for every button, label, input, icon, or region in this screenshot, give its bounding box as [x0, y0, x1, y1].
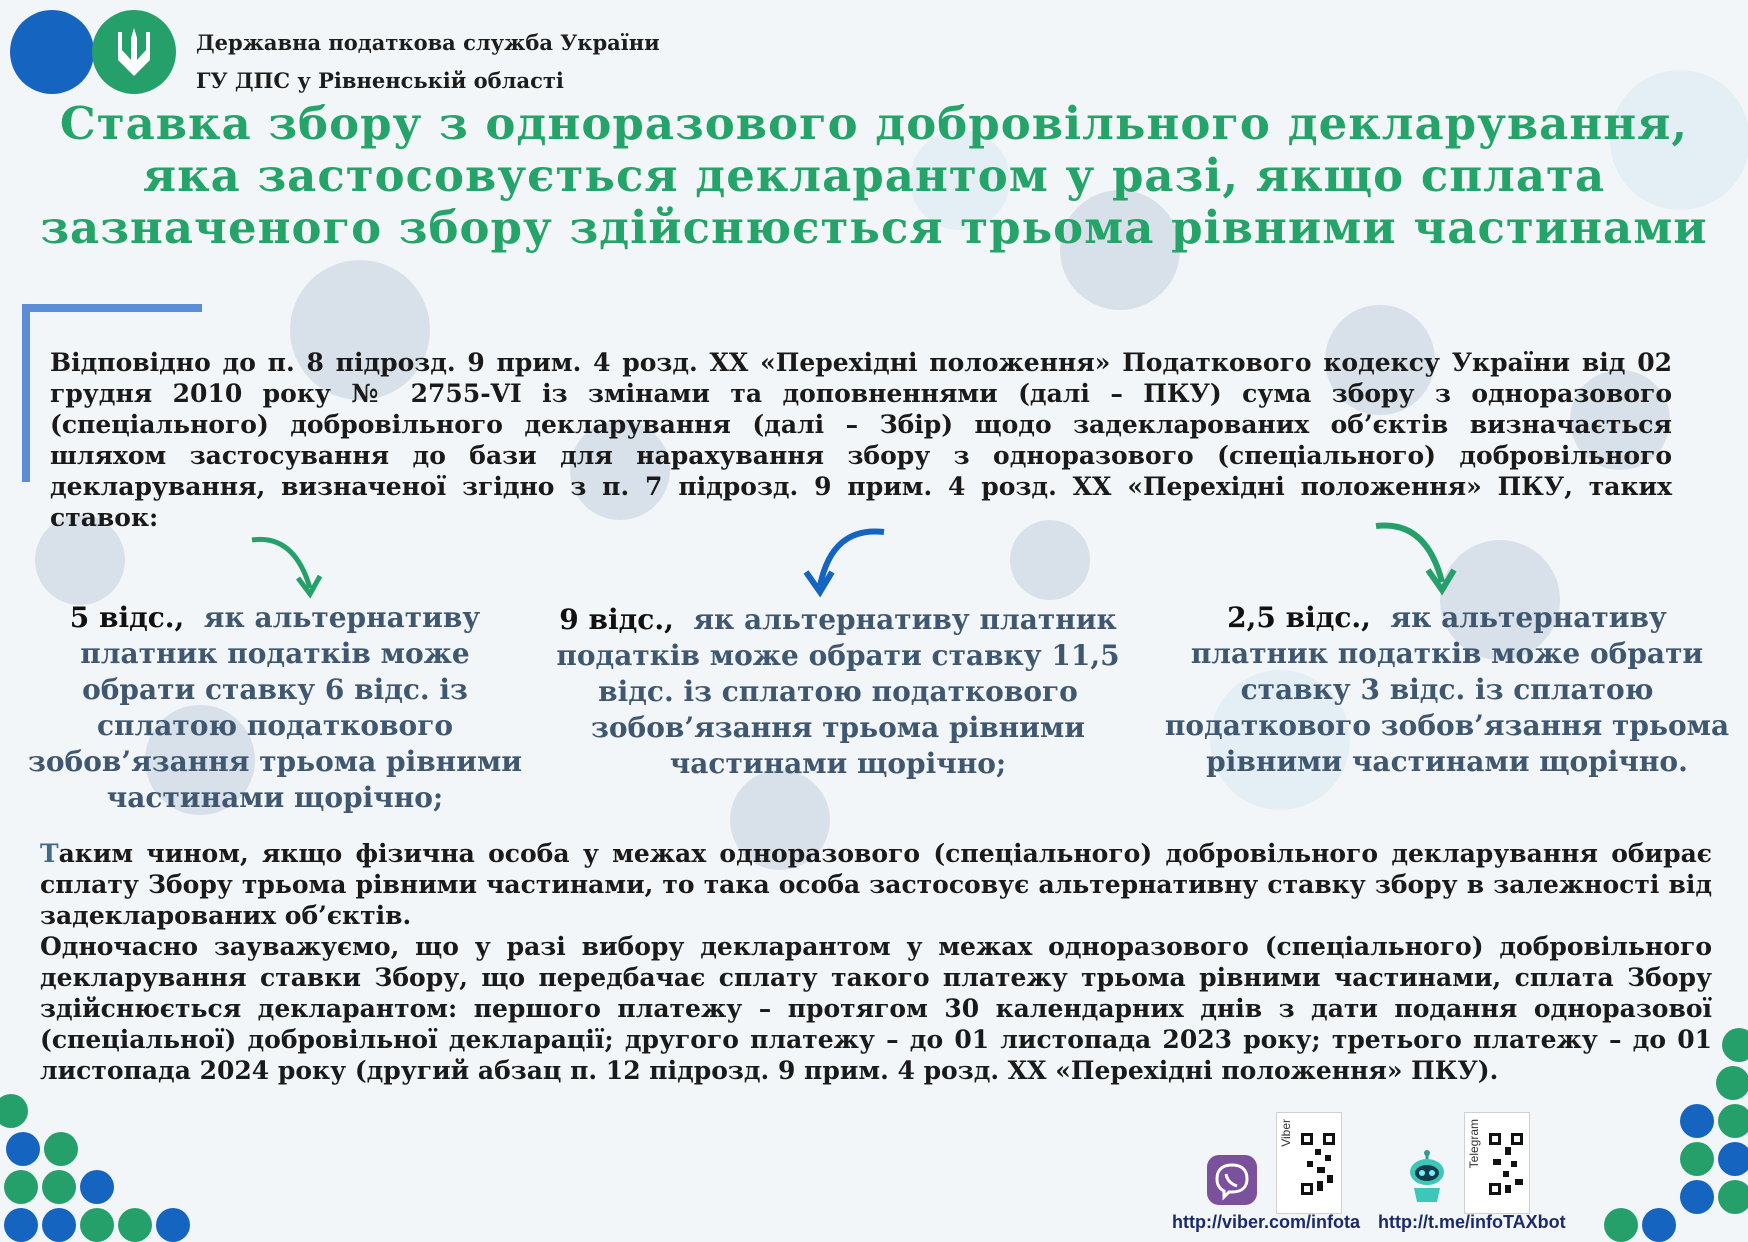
rate-value: 5 відс., [69, 601, 185, 634]
page-title: Ставка збору з одноразового добровільного декларування, яка застосовується декларантом у разі, якщо сплата зазначеного збору здійснюється трьома рівними частинами [40, 97, 1708, 254]
arrow-down-icon [248, 530, 328, 604]
telegram-qr-code[interactable] [1464, 1112, 1530, 1214]
viber-link[interactable]: http://viber.com/infota [1172, 1212, 1361, 1232]
intro-paragraph: Відповідно до п. 8 підрозд. 9 прим. 4 розд. XX «Перехідні положення» Податкового кодексу України від 02 грудня 2010 року № 2755-VI із змінами та доповненнями (далі – ПКУ) сума збору з одноразового (спеціального) добровільного декларування (далі – Збір) щодо задекларованих об’єктів визначається шляхом застосування до бази для нарахування збору з одноразового (спеціального) добровільного декларування, визначеної згідно з п. 7 підрозд. 9 прим. 4 розд. XX «Перехідні положення» ПКУ, таких ставок: [50, 348, 1672, 532]
accent-bracket-top [22, 304, 202, 312]
org-subdivision: ГУ ДПС у Рівненській області [196, 68, 564, 93]
qr-code-icon [1489, 1133, 1523, 1195]
arrow-down-icon [798, 524, 890, 604]
rate-description: як альтернативу платник податків може обрати ставку 6 відс. із сплатою податкового зобов’язання трьома рівними частинами щорічно; [27, 601, 523, 814]
qr-code-icon [1301, 1133, 1335, 1195]
accent-bracket-side [22, 304, 30, 482]
logo-emblem [92, 10, 176, 94]
rate-description: як альтернативу платник податків може обрати ставку 3 відс. із сплатою податкового зобов’язання трьома рівними частинами щорічно. [1164, 601, 1730, 778]
robot-icon [1404, 1150, 1450, 1206]
rate-description: як альтернативу платник податків може обрати ставку 11,5 відс. із сплатою податкового зобов’язання трьома рівними частинами щорічно; [556, 603, 1120, 780]
telegram-link[interactable]: http://t.me/infoTAXbot [1378, 1212, 1566, 1232]
rate-option-3 [1162, 600, 1732, 780]
viber-qr-code[interactable] [1276, 1112, 1342, 1214]
rate-value: 2,5 відс., [1227, 601, 1371, 634]
conclusion-paragraph-2: Одночасно зауважуємо, що у разі вибору декларантом у межах одноразового (спеціального) добровільного декларування ставки Збору, що передбачає сплату такого платежу трьома рівними частинами, сплата Збору здійснюється декларантом: першого платежу – протягом 30 календарних днів з дати подання одноразової (спеціальної) добровільної декларації; другого платежу – до 01 листопада 2023 року; третього платежу – до 01 листопада 2024 року (другий абзац п. 12 підрозд. 9 прим. 4 розд. XX «Перехідні положення» ПКУ). [40, 932, 1712, 1085]
telegram-qr-label: Telegram [1467, 1119, 1481, 1169]
trident-icon [114, 24, 154, 80]
conclusion-paragraph-1: Таким чином, якщо фізична особа у межах одноразового (спеціального) добровільного декларування обирає сплату Збору трьома рівними частинами, то така особа застосовує альтернативну ставку збору в залежності від задекларованих об’єктів. [40, 839, 1712, 930]
conclusion-block [40, 838, 1712, 1086]
org-name: Державна податкова служба України [196, 30, 660, 55]
viber-qr-label: Viber [1279, 1119, 1293, 1147]
viber-icon[interactable] [1207, 1155, 1257, 1205]
rate-option-2 [548, 602, 1128, 782]
rate-value: 9 відс., [559, 603, 674, 636]
rate-option-1 [20, 600, 530, 816]
logo-circle-blue [10, 10, 94, 94]
arrow-down-icon [1370, 518, 1458, 600]
